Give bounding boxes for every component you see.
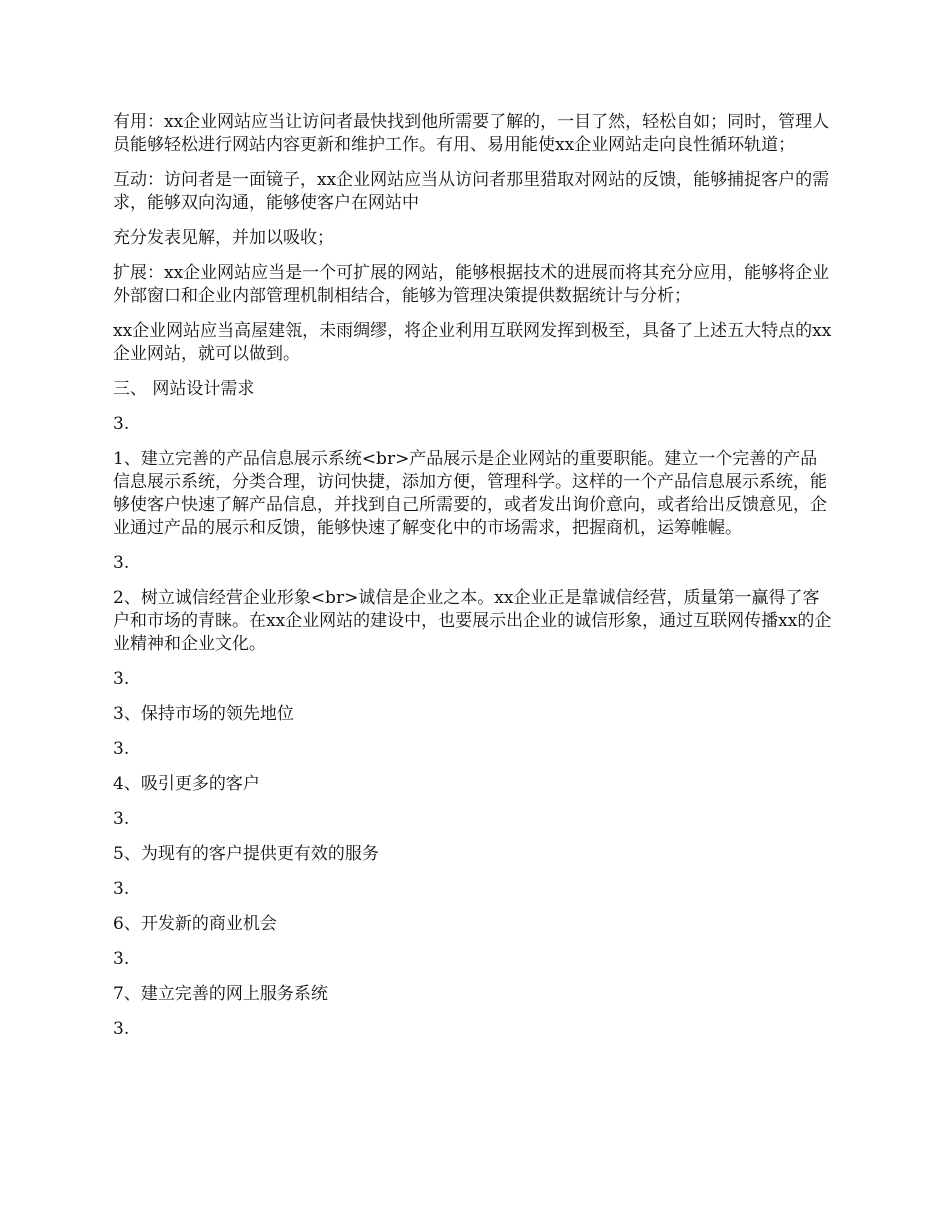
requirement-item: 5、为现有的客户提供更有效的服务 (113, 844, 379, 864)
paragraph-extensibility: 扩展：xx企业网站应当是一个可扩展的网站，能够根据技术的进展而将其充分应用，能够将企业外部窗口和企业内部管理机制相结合，能够为管理决策提供数据统计与分析； (113, 263, 830, 306)
section-number: 3. (113, 949, 130, 969)
section-number: 3. (113, 739, 130, 759)
requirement-item: 1、建立完善的产品信息展示系统<br>产品展示是企业网站的重要职能。建立一个完善的产品信息展示系统，分类合理，访问快捷，添加方便，管理科学。这样的一个产品信息展示系统，能够使客户快速了解产品信息，并找到自己所需要的，或者发出询价意向，或者给出反馈意见，企业通过产品的展示和反馈，能够快速了解变化中的市场需求，把握商机，运筹帷幄。 (113, 449, 827, 538)
requirement-item: 4、吸引更多的客户 (113, 774, 260, 794)
paragraph-interaction: 互动：访问者是一面镜子，xx企业网站应当从访问者那里猎取对网站的反馈，能够捕捉客户的需求，能够双向沟通，能够使客户在网站中 (113, 170, 830, 213)
document-body (113, 111, 833, 1053)
requirement-item: 2、树立诚信经营企业形象<br>诚信是企业之本。xx企业正是靠诚信经营，质量第一赢得了客户和市场的青睐。在xx企业网站的建设中，也要展示出企业的诚信形象，通过互联网传播xx的企业精神和企业文化。 (113, 588, 832, 654)
paragraph-summary: xx企业网站应当高屋建瓴，未雨绸缪，将企业利用互联网发挥到极至，具备了上述五大特点的xx企业网站，就可以做到。 (113, 321, 832, 364)
requirement-item: 7、建立完善的网上服务系统 (113, 984, 328, 1004)
section-number: 3. (113, 879, 130, 899)
section-number: 3. (113, 553, 130, 573)
section-number: 3. (113, 669, 130, 689)
section-number: 3. (113, 809, 130, 829)
section-number: 3. (113, 1019, 130, 1039)
paragraph-interaction-cont: 充分发表见解，并加以吸收； (113, 228, 334, 248)
paragraph-usability: 有用：xx企业网站应当让访问者最快找到他所需要了解的，一目了然，轻松自如；同时，管理人员能够轻松进行网站内容更新和维护工作。有用、易用能使xx企业网站走向良性循环轨道； (113, 112, 830, 155)
requirement-item: 3、保持市场的领先地位 (113, 704, 294, 724)
section-number: 3. (113, 414, 130, 434)
section-heading: 三、 网站设计需求 (113, 379, 255, 399)
requirement-item: 6、开发新的商业机会 (113, 914, 277, 934)
